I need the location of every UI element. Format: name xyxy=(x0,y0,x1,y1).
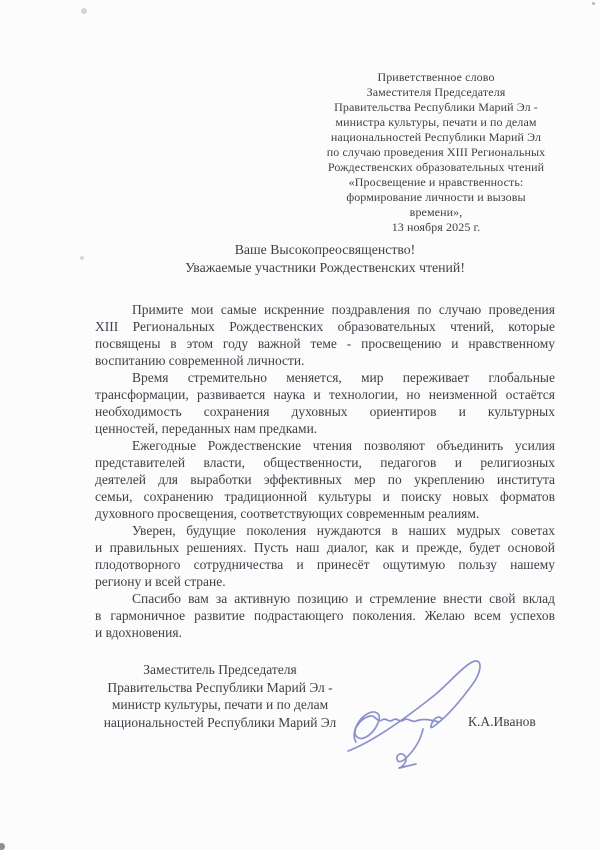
signer-name: К.А.Иванов xyxy=(468,714,536,729)
salutation xyxy=(95,241,555,277)
header-line: Рождественских образовательных чтений xyxy=(327,160,545,174)
signoff-line: Правительства Республики Марий Эл - xyxy=(107,679,333,695)
body-line: воспитанию современной личности. xyxy=(95,353,305,368)
header-line: Приветственное слово xyxy=(377,70,495,84)
body-line: XIII Региональных Рождественских образовательных чтений, которые xyxy=(95,319,555,334)
body-paragraph xyxy=(95,437,555,522)
signoff-line: министр культуры, печати и по делам xyxy=(111,697,329,712)
body-line: Ежегодные Рождественские чтения позволяют объединить усилия xyxy=(132,438,555,453)
body-line: плодотворного сотрудничества и принесёт ощутимую пользу нашему xyxy=(95,557,555,572)
body-line: трансформации, развивается наука и технологии, но неизменной остаётся xyxy=(95,387,555,402)
body-line: Спасибо вам за активную позицию и стремление внести свой вклад xyxy=(132,591,555,606)
body-line: представителей власти, общественности, педагогов и религиозных xyxy=(95,455,555,470)
body-paragraph xyxy=(95,590,555,641)
header-line: «Просвещение и нравственность: xyxy=(348,175,524,189)
header-line: Заместителя Председателя xyxy=(366,85,506,99)
header-date: 13 ноября 2025 г. xyxy=(391,220,481,234)
header-line: по случаю проведения XIII Региональных xyxy=(326,145,546,159)
body-line: семьи, сохранению традиционной культуры и поиску новых форматов xyxy=(95,489,555,504)
scan-speck xyxy=(80,256,84,260)
header-line: Правительства Республики Марий Эл - xyxy=(334,100,538,114)
body-line: региону и всей стране. xyxy=(95,574,226,589)
signoff-line: национальностей Республики Марий Эл xyxy=(103,714,337,730)
body-line: Примите мои самые искренние поздравления по случаю проведения xyxy=(132,302,555,317)
body-line: необходимость сохранения духовных ориентиров и культурных xyxy=(95,404,555,419)
signoff-block xyxy=(97,661,343,731)
body-line: деятелей для выработки эффективных мер по укреплению института xyxy=(95,472,555,487)
body-line: духовного просвещения, соответствующих современным реалиям. xyxy=(95,506,480,521)
scan-speck xyxy=(592,2,595,5)
header-line: национальностей Республики Марий Эл xyxy=(330,130,542,144)
body-paragraph xyxy=(95,522,555,590)
signoff-line: Заместитель Председателя xyxy=(143,662,297,677)
body-line: Уверен, будущие поколения нуждаются в наших мудрых советах xyxy=(132,523,555,538)
letter-body xyxy=(95,301,555,641)
scan-speck xyxy=(81,8,87,14)
body-paragraph xyxy=(95,369,555,437)
body-paragraph xyxy=(95,301,555,369)
body-line: и вдохновения. xyxy=(95,625,182,640)
body-line: посвящены в этом году важной теме - просвещению и нравственному xyxy=(95,336,555,351)
salutation-line: Ваше Высокопреосвященство! xyxy=(234,242,416,257)
salutation-line: Уважаемые участники Рождественских чтений! xyxy=(185,260,465,275)
header-line: формирование личности и вызовы времени», xyxy=(346,190,526,219)
header-line: министра культуры, печати и по делам xyxy=(335,115,537,129)
body-line: Время стремительно меняется, мир переживает глобальные xyxy=(132,370,555,385)
body-line: в гармоничное развитие подрастающего поколения. Желаю всем успехов xyxy=(95,608,555,623)
body-line: и правильных решениях. Пусть наш диалог, как и прежде, будет основой xyxy=(95,540,555,555)
letter-header xyxy=(320,70,552,235)
body-line: ценностей, переданных нам предками. xyxy=(95,421,318,436)
